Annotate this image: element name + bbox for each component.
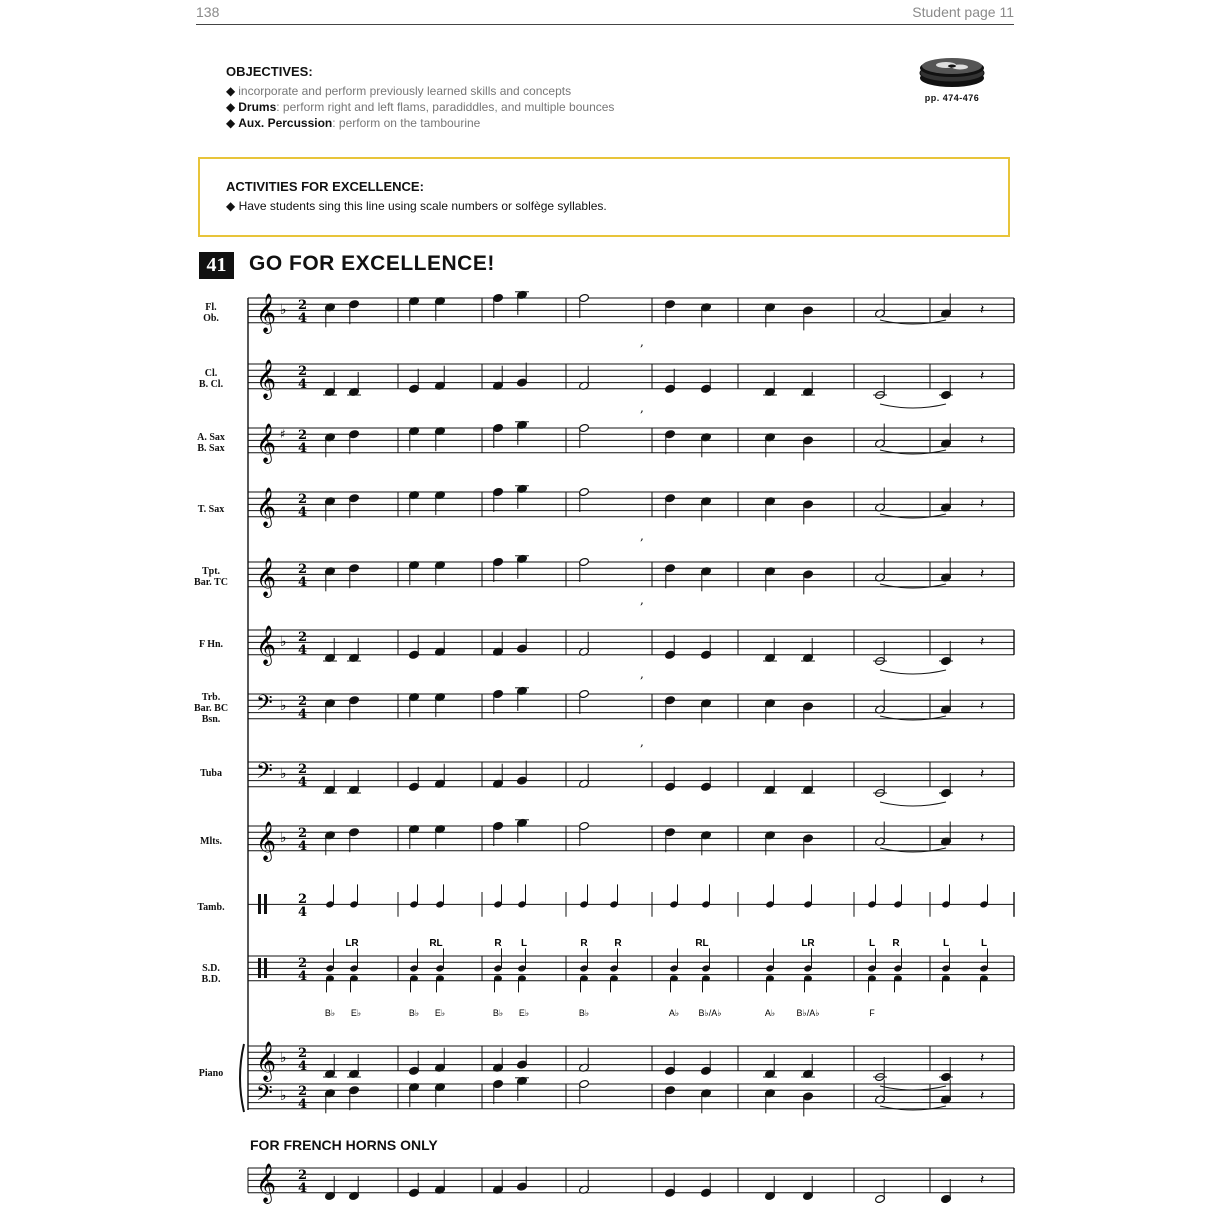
time-signature-top: 2 bbox=[298, 364, 308, 379]
note-head bbox=[350, 975, 358, 981]
drum-sticking: LR bbox=[801, 938, 815, 949]
flat-sign: ♭ bbox=[280, 302, 287, 318]
tie bbox=[880, 450, 946, 454]
quarter-rest: 𝄽 bbox=[980, 830, 985, 846]
sharp-sign: ♯ bbox=[280, 427, 286, 441]
tie bbox=[880, 514, 946, 518]
tie bbox=[880, 404, 946, 408]
quarter-rest: 𝄽 bbox=[980, 566, 985, 582]
breath-mark: , bbox=[640, 401, 644, 415]
chord-symbol: E♭ bbox=[350, 1008, 362, 1018]
drum-sticking: RL bbox=[429, 938, 443, 949]
instrument-label-drums: S.D. B.D. bbox=[201, 963, 221, 985]
time-signature-bottom: 4 bbox=[298, 1097, 308, 1112]
note-head bbox=[702, 975, 710, 981]
flat-sign: ♭ bbox=[280, 1050, 287, 1066]
breath-mark: , bbox=[640, 529, 644, 543]
quarter-rest: 𝄽 bbox=[980, 1172, 985, 1188]
piano-brace bbox=[240, 1044, 244, 1112]
note-head bbox=[436, 975, 444, 981]
tie bbox=[880, 1106, 946, 1110]
instrument-label-flute-oboe: Fl. Ob. bbox=[203, 302, 219, 324]
time-signature-bottom: 4 bbox=[298, 505, 308, 520]
quarter-rest: 𝄽 bbox=[980, 432, 985, 448]
bass-clef: 𝄢 bbox=[256, 691, 273, 721]
percussion-clef bbox=[264, 958, 267, 978]
french-horn-only-title: FOR FRENCH HORNS ONLY bbox=[250, 1137, 438, 1153]
note-head bbox=[580, 975, 588, 981]
note-head bbox=[326, 975, 334, 981]
drum-sticking: L bbox=[520, 938, 528, 949]
drum-sticking: RL bbox=[695, 938, 709, 949]
note-head bbox=[610, 975, 618, 981]
quarter-rest: 𝄽 bbox=[980, 766, 985, 782]
chord-symbol: F bbox=[869, 1008, 875, 1018]
note-head bbox=[494, 975, 502, 981]
time-signature-bottom: 4 bbox=[298, 377, 308, 392]
time-signature-bottom: 4 bbox=[298, 1059, 308, 1074]
bass-clef: 𝄢 bbox=[256, 1081, 273, 1111]
note-head bbox=[804, 975, 812, 981]
percussion-clef bbox=[258, 958, 261, 978]
drum-sticking: R bbox=[892, 938, 900, 949]
treble-clef: 𝄞 bbox=[256, 359, 277, 399]
chord-symbol: E♭ bbox=[434, 1008, 446, 1018]
flat-sign: ♭ bbox=[280, 766, 287, 782]
time-signature-top: 2 bbox=[298, 892, 308, 907]
tie bbox=[880, 670, 946, 674]
breath-mark: , bbox=[640, 335, 644, 349]
percussion-clef bbox=[264, 894, 267, 914]
instrument-label-french-horn: F Hn. bbox=[198, 639, 224, 650]
quarter-rest: 𝄽 bbox=[980, 634, 985, 650]
instrument-label-tambourine: Tamb. bbox=[197, 902, 225, 913]
time-signature-bottom: 4 bbox=[298, 441, 308, 456]
time-signature-top: 2 bbox=[298, 1168, 308, 1183]
objective-item: ◆ Aux. Percussion: perform on the tambourine bbox=[226, 116, 481, 130]
treble-clef: 𝄞 bbox=[256, 557, 277, 597]
note-head bbox=[518, 975, 526, 981]
note-head bbox=[868, 975, 876, 981]
flat-sign: ♭ bbox=[280, 830, 287, 846]
quarter-rest: 𝄽 bbox=[980, 496, 985, 512]
tie bbox=[880, 848, 946, 852]
time-signature-top: 2 bbox=[298, 694, 308, 709]
chord-symbol: B♭ bbox=[408, 1008, 420, 1018]
time-signature-top: 2 bbox=[298, 298, 308, 313]
quarter-rest: 𝄽 bbox=[980, 1050, 985, 1066]
note-head bbox=[894, 975, 902, 981]
chord-symbol: B♭/A♭ bbox=[796, 1008, 820, 1018]
chord-symbol: A♭ bbox=[764, 1008, 776, 1018]
objective-item: ◆ incorporate and perform previously learned skills and concepts bbox=[226, 84, 572, 98]
tie bbox=[880, 1086, 946, 1090]
time-signature-top: 2 bbox=[298, 956, 308, 971]
instrument-label-piano: Piano bbox=[198, 1068, 224, 1079]
exercise-number: 41 bbox=[199, 252, 234, 279]
instrument-label-trombone: Trb. Bar. BC Bsn. bbox=[193, 692, 229, 725]
chord-symbol: A♭ bbox=[668, 1008, 680, 1018]
time-signature-bottom: 4 bbox=[298, 905, 308, 920]
tie bbox=[880, 802, 946, 806]
note-head bbox=[766, 975, 774, 981]
quarter-rest: 𝄽 bbox=[980, 698, 985, 714]
instrument-label-clarinet: Cl. B. Cl. bbox=[198, 368, 224, 390]
treble-clef: 𝄞 bbox=[256, 293, 277, 333]
quarter-rest: 𝄽 bbox=[980, 368, 985, 384]
chord-symbol: B♭ bbox=[578, 1008, 590, 1018]
treble-clef: 𝄞 bbox=[256, 1041, 277, 1081]
chord-symbol: B♭/A♭ bbox=[698, 1008, 722, 1018]
objective-item: ◆ Drums: perform right and left flams, paradiddles, and multiple bounces bbox=[226, 100, 615, 114]
time-signature-bottom: 4 bbox=[298, 707, 308, 722]
breath-mark: , bbox=[640, 593, 644, 607]
note-head bbox=[942, 975, 950, 981]
instrument-label-tuba: Tuba bbox=[200, 768, 222, 779]
treble-clef: 𝄞 bbox=[256, 1163, 277, 1203]
quarter-rest: 𝄽 bbox=[980, 302, 985, 318]
time-signature-bottom: 4 bbox=[298, 643, 308, 658]
chord-symbol: B♭ bbox=[492, 1008, 504, 1018]
drum-sticking: L bbox=[980, 938, 988, 949]
time-signature-bottom: 4 bbox=[298, 775, 308, 790]
tie bbox=[880, 716, 946, 720]
flat-sign: ♭ bbox=[280, 1088, 287, 1104]
treble-clef: 𝄞 bbox=[256, 423, 277, 463]
drum-sticking: L bbox=[942, 938, 950, 949]
note-head bbox=[670, 975, 678, 981]
time-signature-top: 2 bbox=[298, 492, 308, 507]
time-signature-top: 2 bbox=[298, 1084, 308, 1099]
note-head bbox=[410, 975, 418, 981]
activity-item: ◆ Have students sing this line using scale numbers or solfège syllables. bbox=[226, 199, 607, 213]
time-signature-bottom: 4 bbox=[298, 969, 308, 984]
time-signature-top: 2 bbox=[298, 762, 308, 777]
flat-sign: ♭ bbox=[280, 634, 287, 650]
student-page-label: Student page 11 bbox=[912, 4, 1014, 20]
drum-sticking: R bbox=[494, 938, 502, 949]
drum-sticking: R bbox=[580, 938, 588, 949]
bass-clef: 𝄢 bbox=[256, 759, 273, 789]
breath-mark: , bbox=[640, 667, 644, 681]
drum-sticking: LR bbox=[345, 938, 359, 949]
treble-clef: 𝄞 bbox=[256, 487, 277, 527]
time-signature-top: 2 bbox=[298, 826, 308, 841]
instrument-label-tenor-sax: T. Sax bbox=[197, 504, 225, 515]
treble-clef: 𝄞 bbox=[256, 821, 277, 861]
instrument-label-alto-sax: A. Sax B. Sax bbox=[197, 432, 225, 454]
time-signature-bottom: 4 bbox=[298, 839, 308, 854]
page-number: 138 bbox=[196, 4, 220, 20]
quarter-rest: 𝄽 bbox=[980, 1088, 985, 1104]
time-signature-bottom: 4 bbox=[298, 311, 308, 326]
cd-pages: pp. 474-476 bbox=[924, 93, 980, 103]
time-signature-top: 2 bbox=[298, 630, 308, 645]
instrument-label-trumpet: Tpt. Bar. TC bbox=[194, 566, 228, 588]
note-head bbox=[980, 975, 988, 981]
instrument-label-mallets: Mlts. bbox=[200, 836, 222, 847]
objectives-title: OBJECTIVES: bbox=[226, 64, 313, 79]
time-signature-top: 2 bbox=[298, 562, 308, 577]
drum-sticking: L bbox=[868, 938, 876, 949]
drum-sticking: R bbox=[614, 938, 622, 949]
flat-sign: ♭ bbox=[280, 698, 287, 714]
exercise-title: GO FOR EXCELLENCE! bbox=[249, 252, 495, 275]
breath-mark: , bbox=[640, 735, 644, 749]
tie bbox=[880, 320, 946, 324]
time-signature-bottom: 4 bbox=[298, 1181, 308, 1196]
tie bbox=[880, 584, 946, 588]
activities-title: ACTIVITIES FOR EXCELLENCE: bbox=[226, 179, 424, 194]
time-signature-bottom: 4 bbox=[298, 575, 308, 590]
treble-clef: 𝄞 bbox=[256, 625, 277, 665]
chord-symbol: E♭ bbox=[518, 1008, 530, 1018]
chord-symbol: B♭ bbox=[324, 1008, 336, 1018]
time-signature-top: 2 bbox=[298, 1046, 308, 1061]
time-signature-top: 2 bbox=[298, 428, 308, 443]
percussion-clef bbox=[258, 894, 261, 914]
